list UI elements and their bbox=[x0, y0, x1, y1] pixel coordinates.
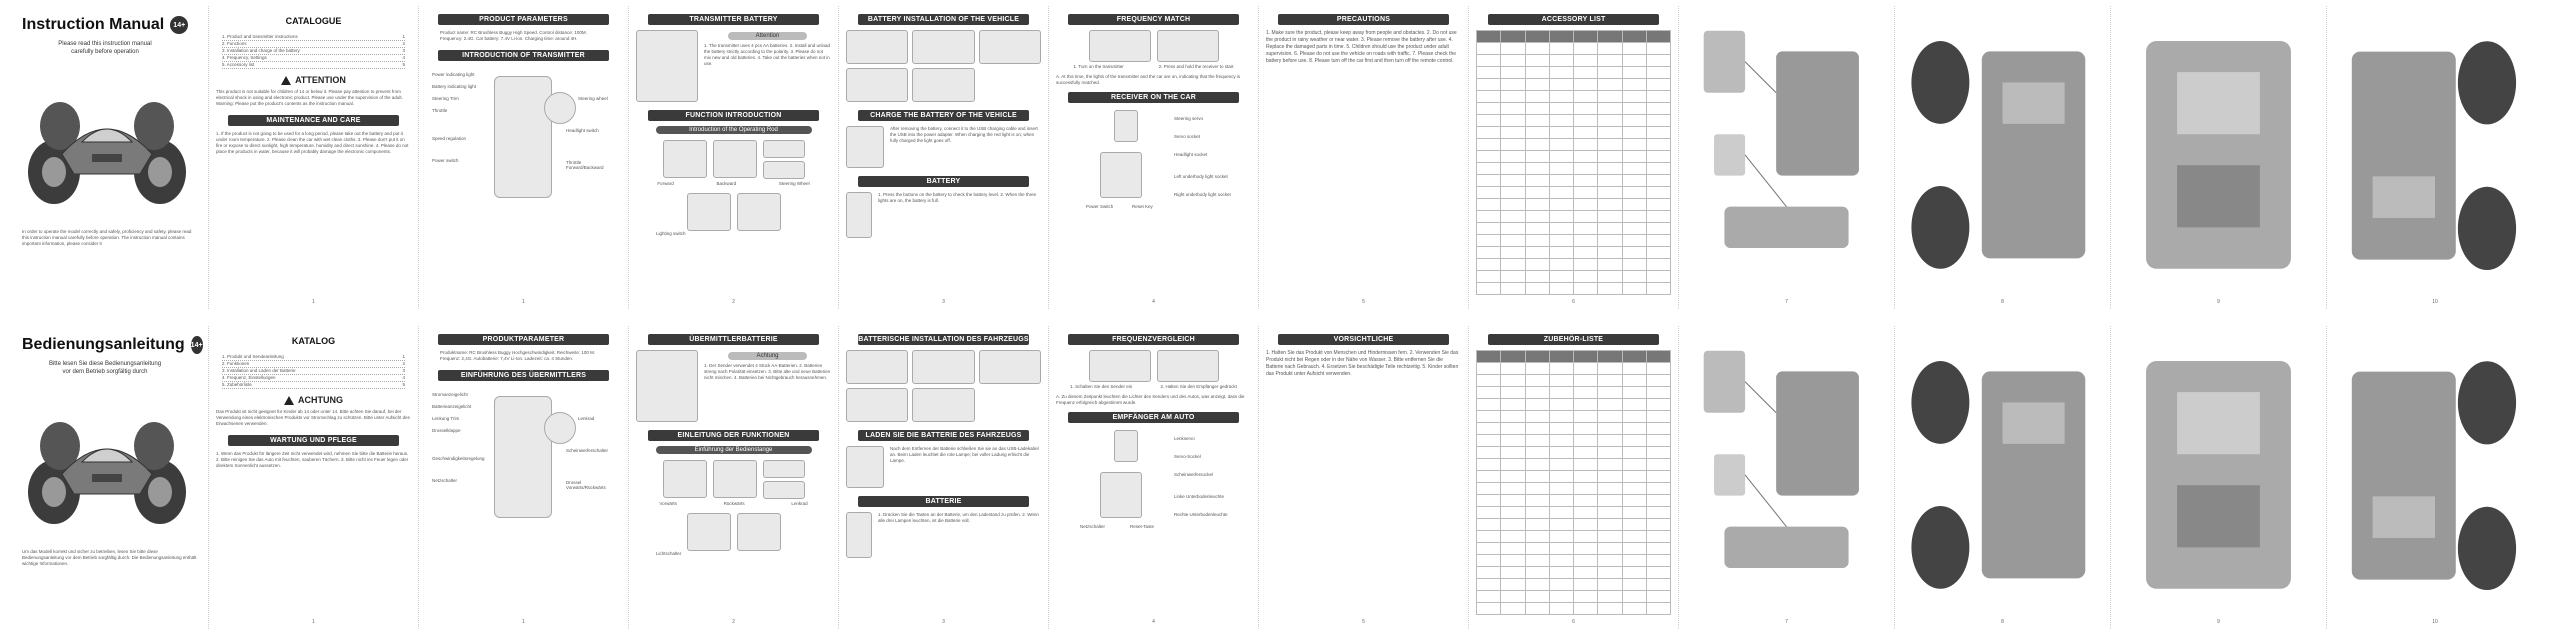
page-number: 8 bbox=[2001, 299, 2004, 305]
receiver-label: Rechte Unterbodenleuchte bbox=[1174, 512, 1228, 517]
cover-footnote: Um das Modell korrekt und sicher zu betreiben, lesen Sie bitte diese Bedienungsanleitung vor dem Betrieb sorgfältig durch. Die Bedienungsanleitung enthält wichtige Informationen. bbox=[22, 549, 197, 566]
car-light-icon bbox=[737, 193, 781, 231]
step-illustration bbox=[912, 350, 974, 384]
transmitter-illustration bbox=[713, 140, 757, 178]
precautions-page bbox=[1259, 326, 1469, 629]
receiver-button-illustration bbox=[1157, 350, 1219, 382]
car-backward-icon bbox=[763, 161, 805, 179]
product-parameters-text: Product name: RC Brushless Buggy High Speed. Control distance: 100M. Frequency: 2.4G. Car battery: 7.4V Li-ion. Charging time: around 4H. bbox=[440, 30, 587, 41]
maintenance-heading: MAINTENANCE AND CARE bbox=[228, 115, 400, 126]
diagram-label: Steering Trim bbox=[432, 96, 459, 101]
charge-battery-heading: CHARGE THE BATTERY OF THE VEHICLE bbox=[858, 110, 1030, 121]
product-parameters-heading: PRODUKTPARAMETER bbox=[438, 334, 610, 345]
diagram-label: Throttle bbox=[432, 108, 448, 113]
diagram-label: Netzschalter bbox=[432, 478, 458, 483]
cover-subtitle-line-1: Bitte lesen Sie diese Bedienungsanleitung bbox=[48, 361, 162, 367]
battery-block bbox=[636, 30, 831, 102]
car-backward-icon bbox=[763, 481, 805, 499]
attention-heading: ACHTUNG bbox=[216, 395, 411, 405]
exploded-view-illustration bbox=[1683, 330, 1890, 620]
catalog-title: CATALOGUE bbox=[285, 16, 342, 26]
car-direction-icons bbox=[763, 460, 805, 499]
step-illustration bbox=[846, 350, 908, 384]
precautions-heading: PRECAUTIONS bbox=[1278, 14, 1450, 25]
receiver-label: Right underbody light socket bbox=[1174, 192, 1231, 197]
frequency-heading: FREQUENZVERGLEICH bbox=[1068, 334, 1240, 345]
exploded-view-illustration bbox=[1899, 10, 2106, 300]
receiver-label: Power Switch bbox=[1086, 204, 1114, 209]
diagram-label: Drosselklappe bbox=[432, 428, 461, 433]
car-forward-icon bbox=[763, 140, 805, 158]
catalog-page bbox=[209, 6, 419, 309]
diagram-label: Throttle Forward/Backward bbox=[566, 160, 604, 170]
cover-footnote: In order to operate the model correctly and safely, proficiency and safety, please read this instruction manual carefully before operation. The instruction manual contains important information, please consider it bbox=[22, 229, 192, 246]
battery-text: 1. Drücken Sie die Tasten an der Batterie, um den Ladestand zu prüfen. 2. Wenn alle drei Lampen leuchten, ist die Batterie voll. bbox=[878, 512, 1039, 523]
attention-text: Das Produkt ist nicht geeignet für Kinder ab 14 oder unter 14. Bitte achten Sie darauf, bei der Verwendung eines elektronischen Produkts vor Stromschlag zu schützen. Bitte unter Aufsicht des Erwachsenen verwenden. bbox=[216, 409, 410, 426]
function-intro-heading: EINLEITUNG DER FUNKTIONEN bbox=[648, 430, 820, 441]
diagram-label: Steering wheel bbox=[578, 96, 608, 101]
age-badge: 14+ bbox=[191, 336, 203, 354]
function-labels bbox=[636, 181, 831, 187]
vehicle-battery-page bbox=[839, 326, 1049, 629]
receiver-illustration bbox=[1100, 472, 1142, 518]
precautions-text: 1. Halten Sie das Produkt von Menschen und Hindernissen fern. 2. Verwenden Sie das Produkt nicht bei Regen oder in der Nähe von Wasser. 3. Bitte entfernen Sie die Batterie nach Gebrauch. 4. Ersetzen Sie beschädigte Teile rechtzeitig. 5. Kinder sollten das Produkt unter Aufsicht verwenden. bbox=[1266, 350, 1459, 377]
catalog-title: KATALOG bbox=[291, 336, 336, 346]
vehicle-battery-heading: BATTERISCHE INSTALLATION DES FAHRZEUGS bbox=[858, 336, 1029, 343]
receiver-illustration bbox=[1100, 152, 1142, 198]
servo-illustration bbox=[1114, 110, 1138, 142]
charge-text: After removing the battery, connect it to the USB charging cable and insert the USB into the power adapter. When charging the red light is on; when fully charged the light goes off. bbox=[890, 126, 1038, 143]
precautions-heading: VORSICHTLICHE bbox=[1278, 334, 1450, 345]
diagram-label: Geschwindigkeitsregelung bbox=[432, 456, 485, 461]
step-illustration bbox=[979, 30, 1041, 64]
diagram-label: Lenkrad bbox=[578, 416, 595, 421]
lighting-illustrations bbox=[636, 193, 831, 231]
accessory-list-heading: ACCESSORY LIST bbox=[1488, 14, 1660, 25]
receiver-label: Left underbody light socket bbox=[1174, 174, 1228, 179]
transmitter-battery-page bbox=[629, 6, 839, 309]
battery-block bbox=[636, 350, 831, 422]
step-illustration bbox=[846, 68, 908, 102]
diagram-label: Power switch bbox=[432, 158, 459, 163]
frequency-step: 1. Turn on the transmitter bbox=[1073, 64, 1124, 69]
battery-text: 1. Press the buttons on the battery to check the battery level. 2. When the three lights are on, the battery is full. bbox=[878, 192, 1037, 203]
diagram-label: Scheinwerferschalter bbox=[566, 448, 609, 453]
precautions-page bbox=[1259, 6, 1469, 309]
cover-subtitle bbox=[22, 40, 188, 56]
frequency-step: 2. Press and hold the receiver to start bbox=[1158, 64, 1234, 69]
charge-battery-heading: LADEN SIE DIE BATTERIE DES FAHRZEUGS bbox=[858, 430, 1030, 441]
exploded-view-illustration bbox=[1683, 10, 1890, 300]
receiver-label: Servo socket bbox=[1174, 134, 1201, 139]
cover-title-text: Bedienungsanleitung bbox=[22, 336, 185, 353]
receiver-label: Steering servo bbox=[1174, 116, 1204, 121]
frequency-step: 1. Schalten Sie den Sender ein bbox=[1070, 384, 1133, 389]
exploded-view-page bbox=[1679, 6, 1895, 309]
cover-subtitle-line-1: Please read this instruction manual bbox=[58, 41, 152, 47]
accessory-table bbox=[1476, 350, 1671, 615]
page-number: 3 bbox=[942, 619, 945, 625]
receiver-heading: RECEIVER ON THE CAR bbox=[1068, 92, 1240, 103]
transmitter-illustration bbox=[494, 76, 552, 198]
product-parameters-heading: PRODUCT PARAMETERS bbox=[438, 14, 610, 25]
frequency-page bbox=[1049, 326, 1259, 629]
frequency-illustrations bbox=[1056, 30, 1251, 62]
battery-compartment-illustration bbox=[636, 350, 698, 422]
cover-page bbox=[0, 6, 209, 309]
catalog-list bbox=[216, 34, 411, 69]
receiver-button-illustration bbox=[1157, 30, 1219, 62]
product-parameters-text: Produktname: RC Brushless Buggy Hochgeschwindigkeit. Reichweite: 100 M. Frequenz: 2,4G. Autobatterie: 7,4V Li-Ion. Ladezeit: ca. 4 Stunden. bbox=[440, 350, 596, 361]
step-illustration bbox=[846, 388, 908, 422]
frequency-heading: FREQUENCY MATCH bbox=[1068, 14, 1240, 25]
age-badge: 14+ bbox=[170, 16, 188, 34]
diagram-label: Battery indicating light bbox=[432, 84, 477, 89]
function-label: Steering Wheel bbox=[778, 181, 810, 186]
function-label: Forward bbox=[657, 181, 674, 186]
rc-car-illustration bbox=[22, 64, 192, 214]
frequency-step: 2. Halten Sie den Empfänger gedrückt bbox=[1160, 384, 1237, 389]
exploded-view-page bbox=[2327, 6, 2543, 309]
exploded-view-page bbox=[1895, 326, 2111, 629]
page-number: 6 bbox=[1572, 299, 1575, 305]
function-labels bbox=[636, 501, 831, 507]
attention-pill: Attention bbox=[728, 32, 807, 40]
page-number: 2 bbox=[732, 299, 735, 305]
page-number: 10 bbox=[2432, 299, 2438, 305]
car-forward-icon bbox=[763, 460, 805, 478]
page-number: 1 bbox=[522, 299, 525, 305]
maintenance-text: 1. Wenn das Produkt für längere Zeit nicht verwendet wird, nehmen Sie bitte die Batterie heraus. 2. Bitte reinigen Sie das Auto mit feuchten, sauberen Tüchern. 3. Bitte nicht ins Feuer legen oder direktem Sonnenlicht aussetzen. bbox=[216, 451, 409, 468]
attention-text: This product is not suitable for children of 14 or below it. Please pay attention to prevent from electrical shock in using and electronic product. Please use under the supervision of the adult. Warning: Please put the product's contents as the instruction manual. bbox=[216, 89, 403, 106]
page-number: 9 bbox=[2217, 619, 2220, 625]
cover-title bbox=[22, 16, 198, 34]
battery-step-illustrations bbox=[846, 350, 1041, 422]
receiver-label: Linke Unterbodenleuchte bbox=[1174, 494, 1225, 499]
transmitter-intro-heading: EINFÜHRUNG DES ÜBERMITTLERS bbox=[438, 370, 610, 381]
exploded-view-illustration bbox=[2115, 330, 2322, 620]
car-light-icon bbox=[737, 513, 781, 551]
transmitter-battery-text: 1. The transmitter uses 4 pcs AA batteries. 2. Install and unload the battery strictly according to the polarity. 3. Please do not mix new and old batteries. 4. Take out the batteries when not in use. bbox=[704, 43, 830, 66]
battery-compartment-illustration bbox=[636, 30, 698, 102]
battery-pack-illustration bbox=[846, 192, 872, 238]
diagram-label: Power indicating light bbox=[432, 72, 475, 77]
vehicle-battery-heading: BATTERY INSTALLATION OF THE VEHICLE bbox=[858, 14, 1030, 25]
diagram-label: Batterieanzeigelicht bbox=[432, 404, 472, 409]
cover-subtitle bbox=[22, 360, 188, 376]
function-label: Backward bbox=[716, 181, 737, 186]
transmitter-battery-heading: ÜBERMITTLERBATTERIE bbox=[648, 334, 820, 345]
battery-heading: BATTERY bbox=[858, 176, 1030, 187]
transmitter-illustration bbox=[663, 460, 707, 498]
catalog-item[interactable]: 1. Product and transmitter instructions 1 bbox=[222, 34, 405, 39]
battery-level-block bbox=[846, 192, 1041, 238]
lighting-illustrations bbox=[636, 513, 831, 551]
function-illustrations bbox=[636, 460, 831, 499]
step-illustration bbox=[912, 388, 974, 422]
page-number: 7 bbox=[1785, 619, 1788, 625]
page-number: 8 bbox=[2001, 619, 2004, 625]
receiver-label: Netzschalter bbox=[1080, 524, 1106, 529]
receiver-label: Reset-Taste bbox=[1130, 524, 1155, 529]
charge-text: Nach dem Entfernen der Batterie schließen Sie sie an das USB-Ladekabel an. Beim Laden leuchtet die rote Lampe; bei voller Ladung erlischt die Lampe. bbox=[890, 446, 1039, 463]
receiver-label: Scheinwerfersockel bbox=[1174, 472, 1214, 477]
transmitter-intro-heading: INTRODUCTION OF TRANSMITTER bbox=[438, 50, 610, 61]
charge-block bbox=[846, 446, 1041, 488]
catalog-list bbox=[216, 354, 411, 389]
german-manual-sheet bbox=[0, 326, 2560, 629]
frequency-steps bbox=[1056, 64, 1251, 70]
step-illustration bbox=[846, 30, 908, 64]
exploded-view-illustration bbox=[2115, 10, 2322, 300]
transmitter-battery-heading: TRANSMITTER BATTERY bbox=[648, 14, 820, 25]
frequency-steps bbox=[1056, 384, 1251, 390]
rc-car-illustration bbox=[22, 384, 192, 534]
usb-charger-illustration bbox=[846, 126, 884, 168]
catalog-item[interactable]: 3. Installation und Laden der Batterie 3 bbox=[222, 368, 405, 373]
step-illustration bbox=[979, 350, 1041, 384]
attention-pill: Achtung bbox=[728, 352, 807, 360]
transmitter-battery-page bbox=[629, 326, 839, 629]
catalog-item[interactable]: 2. Functions 2 bbox=[222, 41, 405, 46]
receiver-diagram bbox=[1056, 108, 1251, 228]
function-label: Lighting switch bbox=[656, 231, 686, 236]
catalog-item[interactable]: 4. Frequency, Settings 4 bbox=[222, 55, 405, 60]
charge-block bbox=[846, 126, 1041, 168]
exploded-view-page bbox=[1679, 326, 1895, 629]
diagram-label: Headlight switch bbox=[566, 128, 599, 133]
frequency-text: A. Zu diesem Zeitpunkt leuchten die Lichter des Senders und des Autos, was anzeigt, dass die Frequenz erfolgreich abgestimmt wurde. bbox=[1056, 394, 1245, 405]
transmitter-illustration bbox=[494, 396, 552, 518]
accessory-list-page bbox=[1469, 6, 1679, 309]
attention-heading: ATTENTION bbox=[216, 75, 411, 85]
cover-subtitle-line-2: vor dem Betrieb sorgfältig durch bbox=[62, 369, 148, 375]
accessory-table bbox=[1476, 30, 1671, 295]
catalog-item[interactable]: 1. Produkt und Sendeanleitung 1 bbox=[222, 354, 405, 359]
exploded-view-page bbox=[2327, 326, 2543, 629]
maintenance-text: 1. If the product is not going to be used for a long period, please take out the battery and put it under room temperature. 2. Please clean the car with wet clean cloths. 3. Please don't put it on fire or expose to direct sunlight, high temperature, humidity and direct sunshine. 4. Please do not place the products in water, because it will probably damage the electronic components. bbox=[216, 131, 409, 154]
function-label: Lenkrad bbox=[791, 501, 808, 506]
receiver-diagram bbox=[1056, 428, 1251, 548]
function-label: Vorwärts bbox=[659, 501, 677, 506]
english-manual-sheet bbox=[0, 6, 2560, 309]
battery-heading: BATTERIE bbox=[858, 496, 1030, 507]
usb-charger-illustration bbox=[846, 446, 884, 488]
exploded-view-page bbox=[1895, 6, 2111, 309]
catalog-item[interactable]: 3. Installation and charge of the battery 3 bbox=[222, 48, 405, 53]
car-direction-icons bbox=[763, 140, 805, 179]
catalog-item[interactable]: 2. Funktionen 2 bbox=[222, 361, 405, 366]
receiver-label: Servo-Sockel bbox=[1174, 454, 1201, 459]
page-number: 1 bbox=[312, 619, 315, 625]
page-number: 3 bbox=[942, 299, 945, 305]
page-number: 6 bbox=[1572, 619, 1575, 625]
steering-wheel-icon bbox=[544, 92, 576, 124]
accessory-list-heading: ZUBEHÖR-LISTE bbox=[1488, 334, 1660, 345]
page-number: 1 bbox=[312, 299, 315, 305]
receiver-label: Reset Key bbox=[1132, 204, 1153, 209]
operating-rod-subheading: Einführung der Bedienstange bbox=[656, 446, 812, 454]
receiver-label: Headlight socket bbox=[1174, 152, 1208, 157]
battery-step-illustrations bbox=[846, 30, 1041, 102]
transmitter-illustration bbox=[687, 513, 731, 551]
battery-level-block bbox=[846, 512, 1041, 558]
function-intro-heading: FUNCTION INTRODUCTION bbox=[648, 110, 820, 121]
diagram-label: Drossel Vorwärts/Rückwärts bbox=[566, 480, 606, 490]
catalog-item[interactable]: 4. Frequenz, Einstellungen 4 bbox=[222, 375, 405, 380]
precautions-text: 1. Make sure the product, please keep away from people and obstacles. 2. Do not use the product in rainy weather or near water. 3. Please remove the battery after use. 4. Replace the damaged parts in time. 5. Children should use the product under adult supervision. 6. Please do not use the vehicle on roads with traffic. 7. Please check the battery before use. 8. Please turn off the car first and then turn off the remote control. bbox=[1266, 30, 1457, 64]
diagram-label: Speed regulation bbox=[432, 136, 467, 141]
cover-title bbox=[22, 336, 203, 354]
receiver-heading: EMPFÄNGER AM AUTO bbox=[1068, 412, 1240, 423]
page-number: 5 bbox=[1362, 299, 1365, 305]
transmitter-diagram bbox=[426, 386, 621, 556]
exploded-view-page bbox=[2111, 326, 2327, 629]
exploded-view-illustration bbox=[2331, 330, 2539, 621]
battery-pack-illustration bbox=[846, 512, 872, 558]
transmitter-battery-text: 1. Der Sender verwendet 4 Stück AA-Batterien. 2. Batterien streng nach Polarität einsetzen. 3. Bitte alte und neue Batterien nicht mischen. 4. Batterien bei Nichtgebrauch herausnehmen. bbox=[704, 363, 831, 380]
frequency-page bbox=[1049, 6, 1259, 309]
diagram-label: Lenkung Trim bbox=[432, 416, 460, 421]
frequency-text: A. At this time, the lights of the transmitter and the car are on, indicating that the frequency is successfully matched. bbox=[1056, 74, 1241, 85]
cover-subtitle-line-2: carefully before operation bbox=[71, 49, 139, 55]
cover-title-text: Instruction Manual bbox=[22, 16, 165, 33]
diagram-label: Stromanzeigelicht bbox=[432, 392, 468, 397]
page-number: 7 bbox=[1785, 299, 1788, 305]
transmitter-illustration bbox=[663, 140, 707, 178]
catalog-page bbox=[209, 326, 419, 629]
page-number: 4 bbox=[1152, 299, 1155, 305]
page-number: 1 bbox=[522, 619, 525, 625]
page-number: 10 bbox=[2432, 619, 2438, 625]
function-label: Rückwärts bbox=[723, 501, 745, 506]
transmitter-illustration bbox=[1089, 350, 1151, 382]
catalog-item[interactable]: 5. Zubehörliste 5 bbox=[222, 382, 405, 387]
accessory-list-page bbox=[1469, 326, 1679, 629]
step-illustration bbox=[912, 68, 974, 102]
product-parameters-page bbox=[419, 6, 629, 309]
page-number: 4 bbox=[1152, 619, 1155, 625]
receiver-label: Lenkservo bbox=[1174, 436, 1195, 441]
operating-rod-subheading: Introduction of the Operating Rod bbox=[656, 126, 812, 134]
step-illustration bbox=[912, 30, 974, 64]
exploded-view-page bbox=[2111, 6, 2327, 309]
frequency-illustrations bbox=[1056, 350, 1251, 382]
steering-wheel-icon bbox=[544, 412, 576, 444]
warning-icon bbox=[281, 76, 291, 85]
function-illustrations bbox=[636, 140, 831, 179]
servo-illustration bbox=[1114, 430, 1138, 462]
cover-page bbox=[0, 326, 209, 629]
maintenance-heading: WARTUNG UND PFLEGE bbox=[228, 435, 400, 446]
catalog-item[interactable]: 5. Accessory list 5 bbox=[222, 62, 405, 67]
transmitter-illustration bbox=[1089, 30, 1151, 62]
transmitter-illustration bbox=[687, 193, 731, 231]
product-parameters-page bbox=[419, 326, 629, 629]
warning-icon bbox=[284, 396, 294, 405]
exploded-view-illustration bbox=[1899, 330, 2106, 620]
function-label: Lichtschalter bbox=[656, 551, 682, 556]
transmitter-illustration bbox=[713, 460, 757, 498]
exploded-view-illustration bbox=[2331, 10, 2539, 301]
page-number: 9 bbox=[2217, 299, 2220, 305]
transmitter-diagram bbox=[426, 66, 621, 236]
vehicle-battery-page bbox=[839, 6, 1049, 309]
page-number: 5 bbox=[1362, 619, 1365, 625]
page-number: 2 bbox=[732, 619, 735, 625]
